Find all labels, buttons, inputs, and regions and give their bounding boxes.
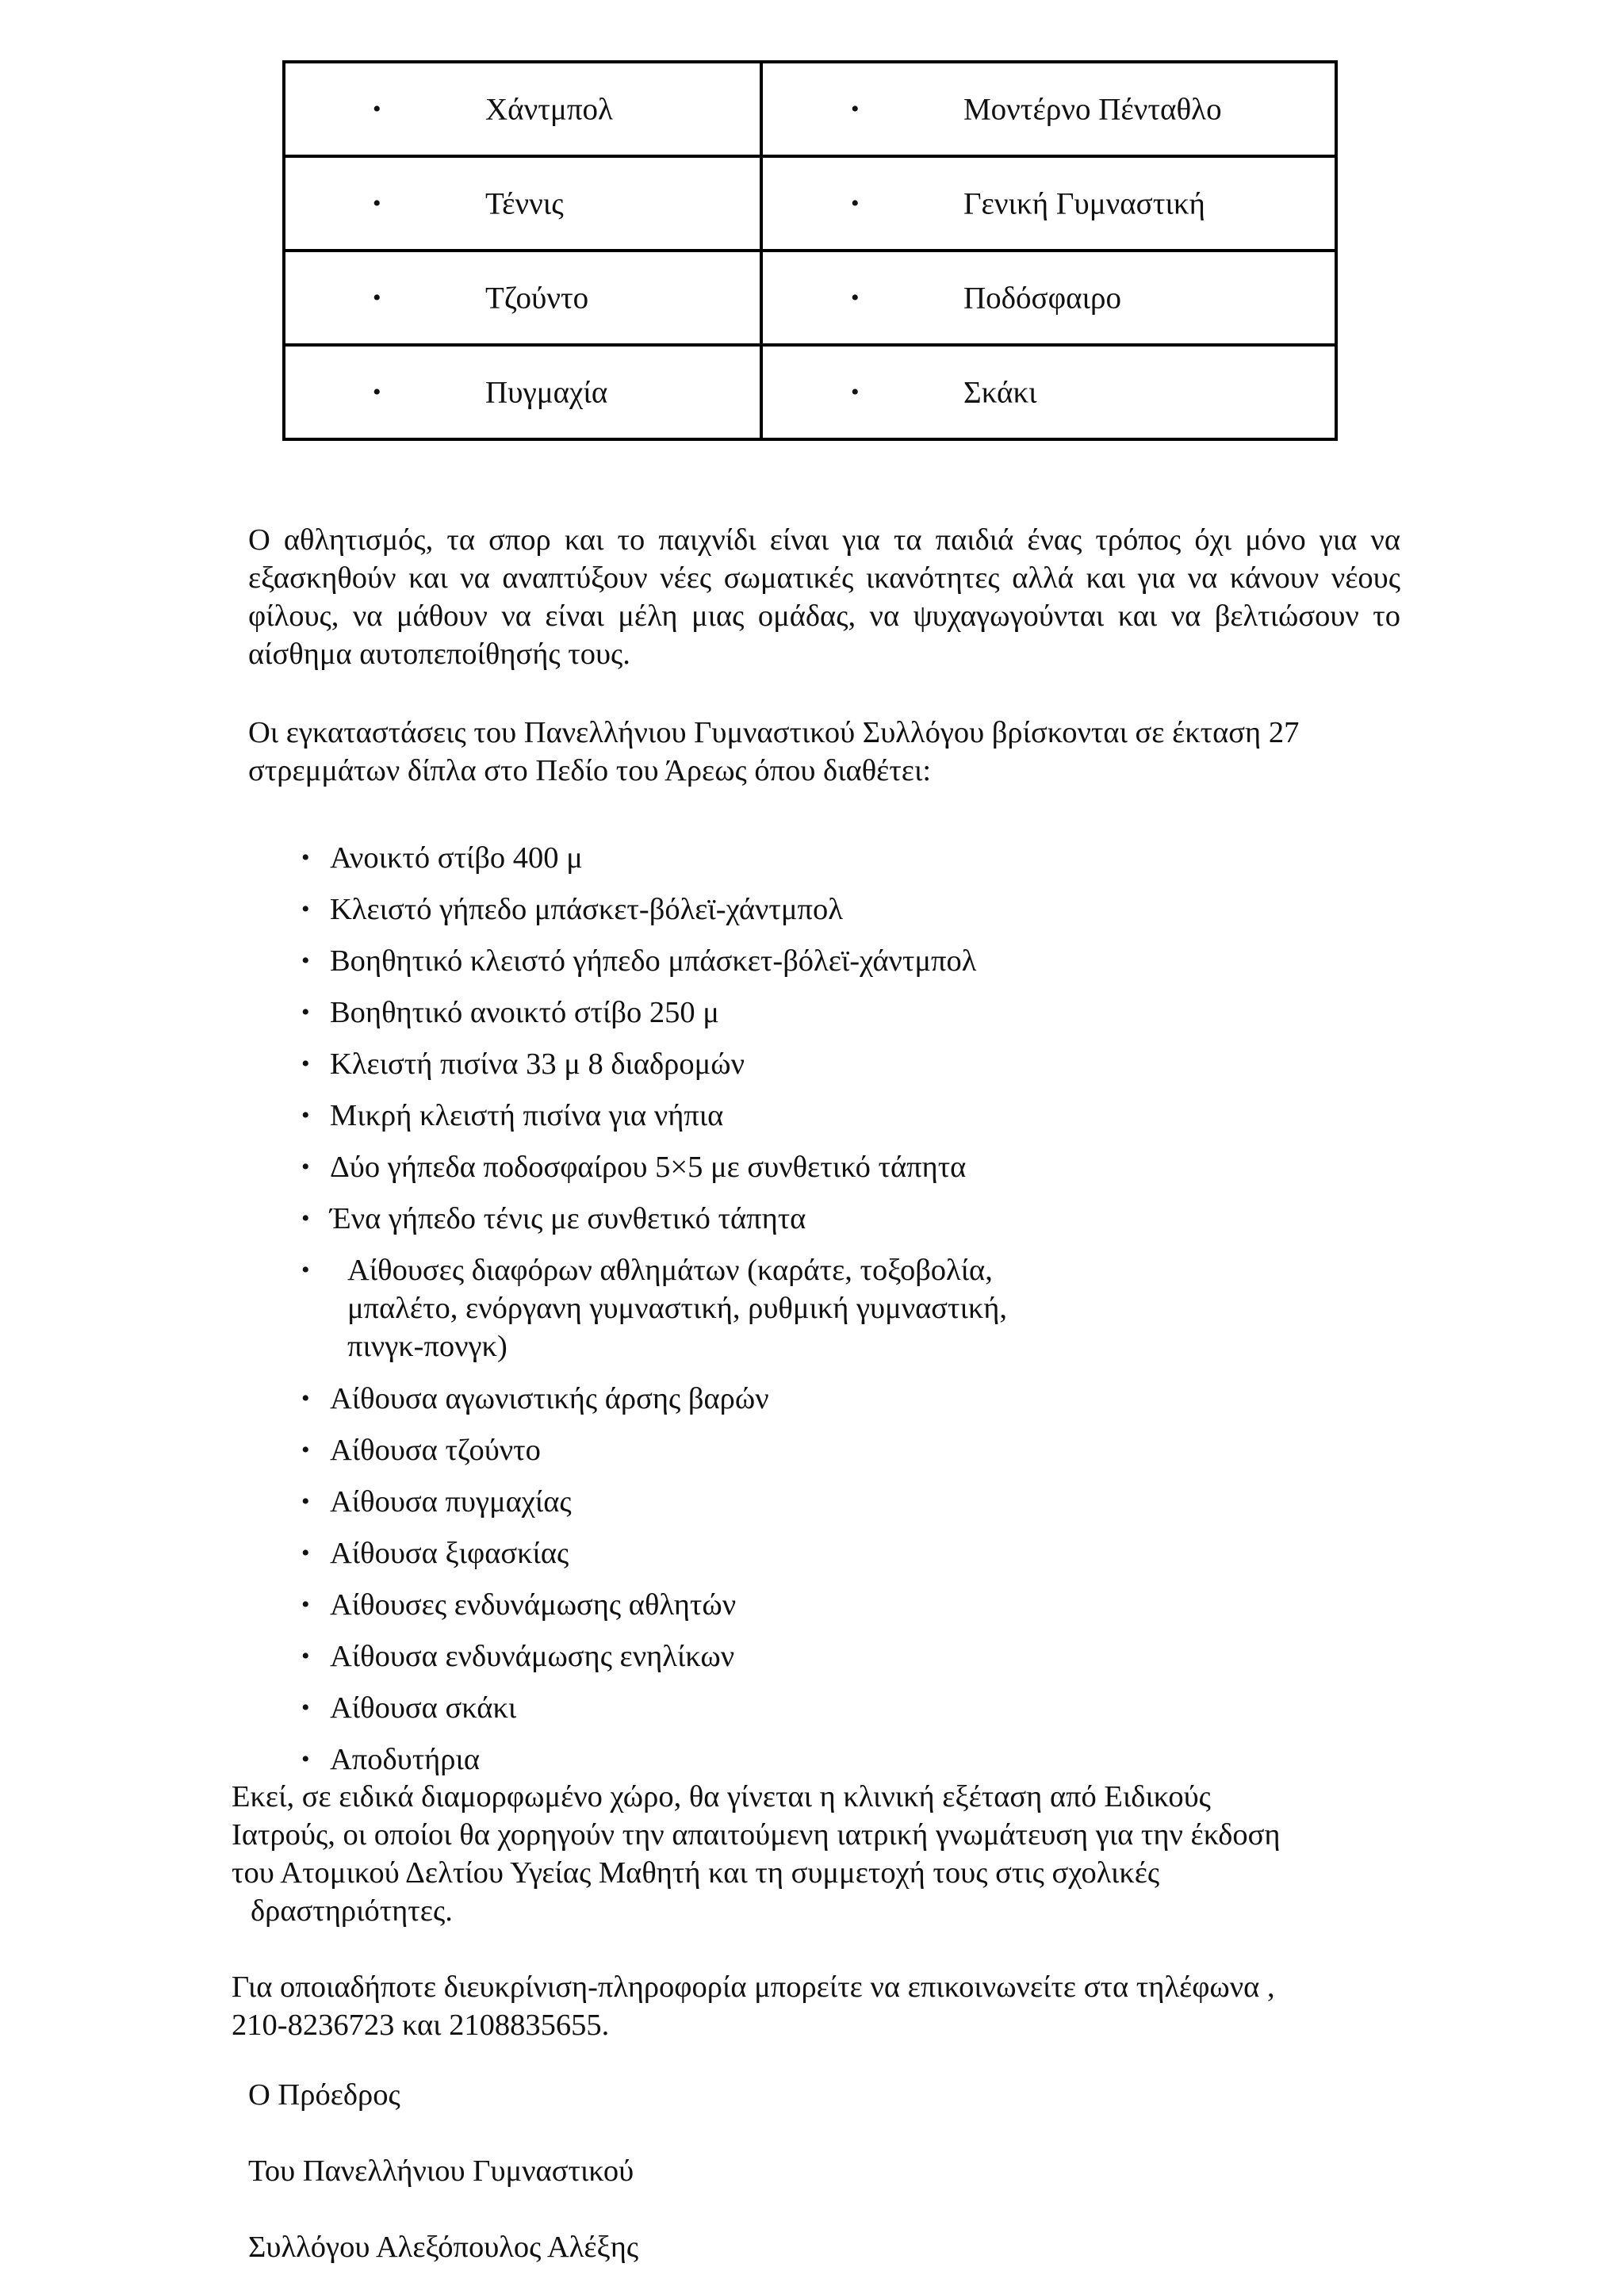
facilities-list: [301, 839, 1332, 1792]
facility-name: Αίθουσα πυγμαχίας: [330, 1485, 572, 1518]
bullet: •: [851, 190, 860, 216]
list-item: [301, 1251, 1085, 1365]
bullet: •: [301, 1695, 310, 1721]
bullet: •: [301, 1437, 310, 1463]
list-item: [301, 1097, 1332, 1135]
list-item: [301, 1045, 1332, 1083]
facility-name: Βοηθητικό κλειστό γήπεδο μπάσκετ-βόλεϊ-χάντμπολ: [330, 944, 977, 978]
sport-name: Ποδόσφαιρο: [963, 281, 1121, 315]
list-item: [301, 1586, 1332, 1624]
table-cell: [284, 62, 761, 156]
bullet: •: [301, 896, 310, 922]
facility-name: Μικρή κλειστή πισίνα για νήπια: [330, 1099, 724, 1132]
list-item: [301, 1483, 1332, 1521]
sport-name: Πυγμαχία: [485, 375, 608, 409]
list-item: [301, 1637, 1332, 1676]
facility-name: Αίθουσα αγωνιστικής άρσης βαρών: [330, 1382, 769, 1415]
bullet: •: [373, 190, 381, 216]
paragraph-line: του Ατομικού Δελτίου Υγείας Μαθητή και τη συμμετοχή τους στις σχολικές: [232, 1856, 1160, 1890]
list-item: [301, 1148, 1332, 1186]
list-item: [301, 1380, 1332, 1418]
contact-paragraph: [232, 1968, 1421, 2044]
table-row: [284, 156, 1336, 251]
list-item: [301, 1534, 1332, 1572]
bullet: •: [301, 948, 310, 974]
table-cell: [761, 62, 1336, 156]
sport-name: Γενική Γυμναστική: [963, 186, 1205, 220]
list-item: [301, 890, 1332, 929]
paragraph-line: Ιατρούς, οι οποίοι θα χορηγούν την απαιτούμενη ιατρική γνωμάτευση για την έκδοση: [232, 1818, 1281, 1852]
sport-name: Τέννις: [485, 186, 564, 220]
table-cell: [284, 251, 761, 345]
bullet: •: [373, 378, 381, 405]
list-item: [301, 839, 1332, 877]
facility-name: Δύο γήπεδα ποδοσφαίρου 5×5 με συνθετικό τάπητα: [330, 1151, 967, 1184]
facility-name: Κλειστή πισίνα 33 μ 8 διαδρομών: [330, 1047, 745, 1081]
bullet: •: [301, 1591, 310, 1618]
signature-name: Συλλόγου Αλεξόπουλος Αλέξης: [248, 2231, 639, 2264]
bullet: •: [301, 1488, 310, 1515]
table-cell: [761, 156, 1336, 251]
table-cell: [761, 345, 1336, 439]
facility-name: Αίθουσες διαφόρων αθλημάτων (καράτε, τοξοβολία, μπαλέτο, ενόργανη γυμναστική, ρυθμική γυμναστική, πινγκ-πονγκ): [347, 1254, 1008, 1363]
bullet: •: [301, 1154, 310, 1180]
contact-line: Για οποιαδήποτε διευκρίνιση-πληροφορία μπορείτε να επικοινωνείτε στα τηλέφωνα ,: [232, 1970, 1275, 2004]
facilities-intro-paragraph: Οι εγκαταστάσεις του Πανελλήνιου Γυμναστικού Συλλόγου βρίσκονται σε έκταση 27 στρεμμάτων δίπλα στο Πεδίο του Άρεως όπου διαθέτει:: [248, 716, 1300, 787]
paragraph-line: Εκεί, σε ειδικά διαμορφωμένο χώρο, θα γίνεται η κλινική εξέταση από Ειδικούς: [232, 1780, 1211, 1813]
sports-table: [282, 60, 1338, 441]
bullet: •: [301, 999, 310, 1025]
facility-name: Αποδυτήρια: [330, 1743, 481, 1776]
list-item: [301, 1741, 1332, 1779]
medical-exam-paragraph: [232, 1778, 1421, 1930]
table-cell: [284, 156, 761, 251]
list-item: [301, 1689, 1332, 1727]
bullet: •: [301, 1385, 310, 1411]
list-item: [301, 1200, 1332, 1238]
bullet: •: [373, 284, 381, 311]
facility-name: Αίθουσα ξιφασκίας: [330, 1537, 569, 1570]
contact-phones: 210-8236723 και 2108835655.: [232, 2009, 610, 2042]
bullet: •: [373, 95, 381, 122]
facility-name: Ένα γήπεδο τένις με συνθετικό τάπητα: [330, 1202, 806, 1235]
bullet: •: [301, 1746, 310, 1772]
bullet: •: [301, 1102, 310, 1128]
intro-paragraph: Ο αθλητισμός, τα σπορ και το παιχνίδι είναι για τα παιδιά ένας τρόπος όχι μόνο για να εξασκηθούν και να αναπτύξουν νέες σωματικές ικανότητες αλλά και για να κάνουν νέους φίλους, να μάθουν να είναι μέλη μιας ομάδας, να ψυχαγωγούνται και να βελτιώσουν το αίσθημα αυτοπεποίθησής τους.: [248, 523, 1400, 671]
bullet: •: [301, 1540, 310, 1566]
table-cell: [284, 345, 761, 439]
table-row: [284, 62, 1336, 156]
sport-name: Μοντέρνο Πένταθλο: [963, 92, 1222, 126]
facility-name: Αίθουσες ενδυνάμωσης αθλητών: [330, 1588, 737, 1622]
table-row: [284, 345, 1336, 439]
table-row: [284, 251, 1336, 345]
list-item: [301, 942, 1332, 980]
list-item: [301, 994, 1332, 1032]
bullet: •: [851, 284, 860, 311]
facility-name: Βοηθητικό ανοικτό στίβο 250 μ: [330, 996, 719, 1029]
facility-name: Κλειστό γήπεδο μπάσκετ-βόλεϊ-χάντμπολ: [330, 893, 843, 926]
facility-name: Αίθουσα τζούντο: [330, 1434, 541, 1467]
sport-name: Χάντμπολ: [485, 92, 613, 126]
bullet: •: [301, 1257, 310, 1283]
bullet: •: [851, 378, 860, 405]
facility-name: Ανοικτό στίβο 400 μ: [330, 841, 583, 875]
sport-name: Σκάκι: [963, 375, 1037, 409]
signature-organization: Του Πανελλήνιου Γυμναστικού: [248, 2154, 634, 2188]
list-item: [301, 1431, 1332, 1469]
paragraph-line: δραστηριότητες.: [251, 1894, 453, 1928]
table-cell: [761, 251, 1336, 345]
sport-name: Τζούντο: [485, 281, 589, 315]
signature-title: Ο Πρόεδρος: [248, 2078, 400, 2112]
facility-name: Αίθουσα σκάκι: [330, 1691, 517, 1725]
bullet: •: [851, 95, 860, 122]
bullet: •: [301, 1643, 310, 1669]
facility-name: Αίθουσα ενδυνάμωσης ενηλίκων: [330, 1640, 735, 1673]
bullet: •: [301, 1051, 310, 1077]
bullet: •: [301, 1205, 310, 1231]
bullet: •: [301, 844, 310, 871]
